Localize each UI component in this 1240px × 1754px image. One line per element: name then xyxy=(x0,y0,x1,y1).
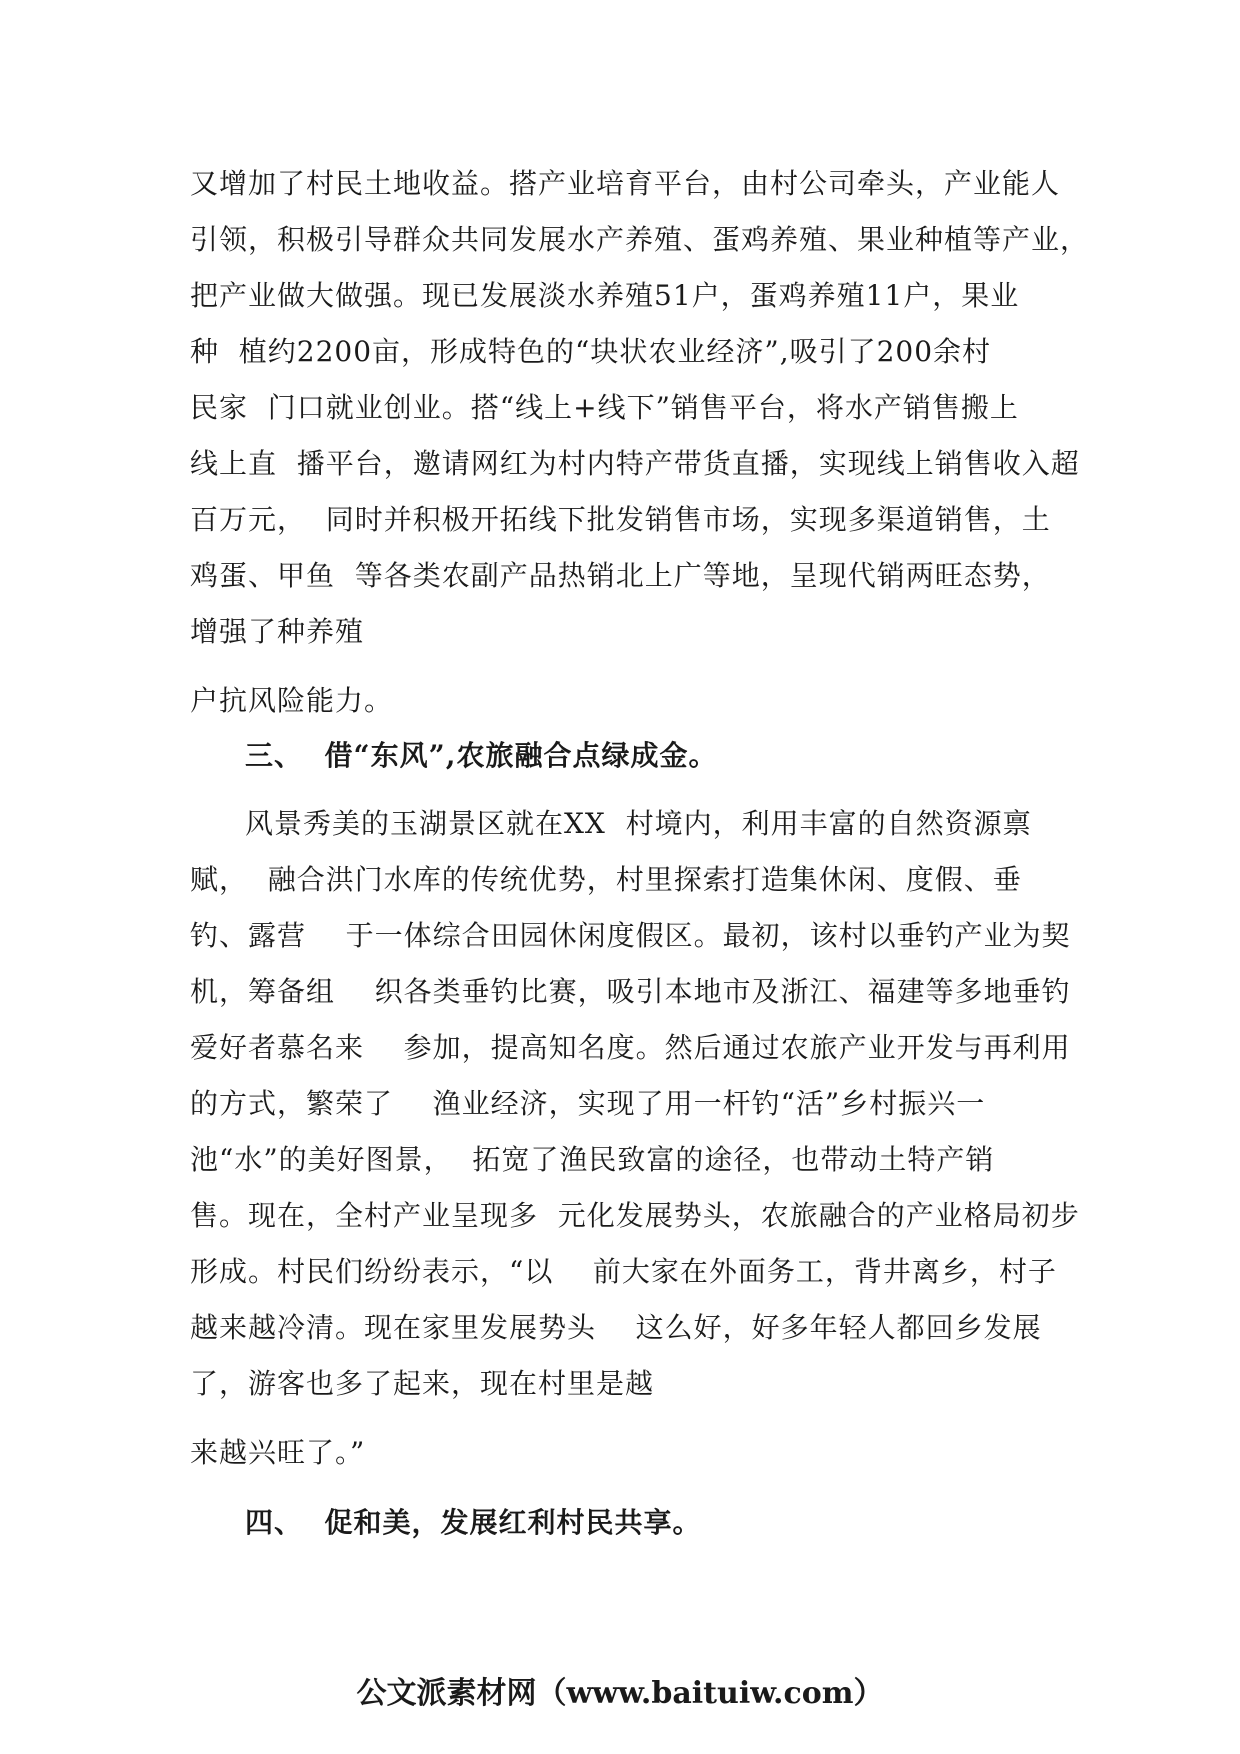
paragraph-line: 来越兴旺了。” xyxy=(190,1436,366,1469)
paragraph-line: 了，游客也多了起来，现在村里是越 xyxy=(190,1367,655,1400)
paragraph-line: 把产业做大做强。现已发展淡水养殖51户，蛋鸡养殖11户，果业 xyxy=(190,279,1020,312)
paragraph-line: 民家 门口就业创业。搭“线上+线下”销售平台，将水产销售搬上 xyxy=(190,391,1019,424)
paragraph-line: 户抗风险能力。 xyxy=(190,684,394,717)
paragraph-line: 增强了种养殖 xyxy=(190,615,365,648)
paragraph-line: 种 植约2200亩，形成特色的“块状农业经济”,吸引了200余村 xyxy=(190,335,992,368)
paragraph-line: 鸡蛋、甲鱼 等各类农副产品热销北上广等地，呈现代销两旺态势， xyxy=(190,559,1051,592)
paragraph-line: 线上直 播平台，邀请网红为村内特产带货直播，实现线上销售收入超 xyxy=(190,447,1080,480)
paragraph-line: 越来越冷清。现在家里发展势头 这么好，好多年轻人都回乡发展 xyxy=(190,1311,1042,1344)
section-heading-four: 四、 促和美，发展红利村民共享。 xyxy=(245,1506,702,1539)
paragraph-line: 池“水”的美好图景， 拓宽了渔民致富的途径，也带动土特产销 xyxy=(190,1143,995,1176)
paragraph-line: 引领，积极引导群众共同发展水产养殖、蛋鸡养殖、果业种植等产业， xyxy=(190,223,1090,256)
section-heading-three: 三、 借“东风”,农旅融合点绿成金。 xyxy=(245,739,718,772)
paragraph-line: 钓、露营 于一体综合田园休闲度假区。最初，该村以垂钓产业为契 xyxy=(190,919,1071,952)
paragraph-line: 爱好者慕名来 参加，提高知名度。然后通过农旅产业开发与再利用 xyxy=(190,1031,1071,1064)
footer-watermark: 公文派素材网（www.baituiw.com） xyxy=(356,1676,884,1711)
paragraph-line: 的方式，繁荣了 渔业经济，实现了用一杆钓“活”乡村振兴一 xyxy=(190,1087,986,1120)
paragraph-line: 机，筹备组 织各类垂钓比赛，吸引本地市及浙江、福建等多地垂钓 xyxy=(190,975,1071,1008)
paragraph-line: 赋， 融合洪门水库的传统优势，村里探索打造集休闲、度假、垂 xyxy=(190,863,1022,896)
paragraph-line: 百万元， 同时并积极开拓线下批发销售市场，实现多渠道销售，土 xyxy=(190,503,1051,536)
paragraph-line: 又增加了村民土地收益。搭产业培育平台，由村公司牵头，产业能人 xyxy=(190,167,1061,200)
paragraph-line: 售。现在，全村产业呈现多 元化发展势头，农旅融合的产业格局初步 xyxy=(190,1199,1080,1232)
paragraph-line: 风景秀美的玉湖景区就在XX 村境内，利用丰富的自然资源禀 xyxy=(245,807,1032,840)
paragraph-line: 形成。村民们纷纷表示，“以 前大家在外面务工，背井离乡，村子 xyxy=(190,1255,1057,1288)
